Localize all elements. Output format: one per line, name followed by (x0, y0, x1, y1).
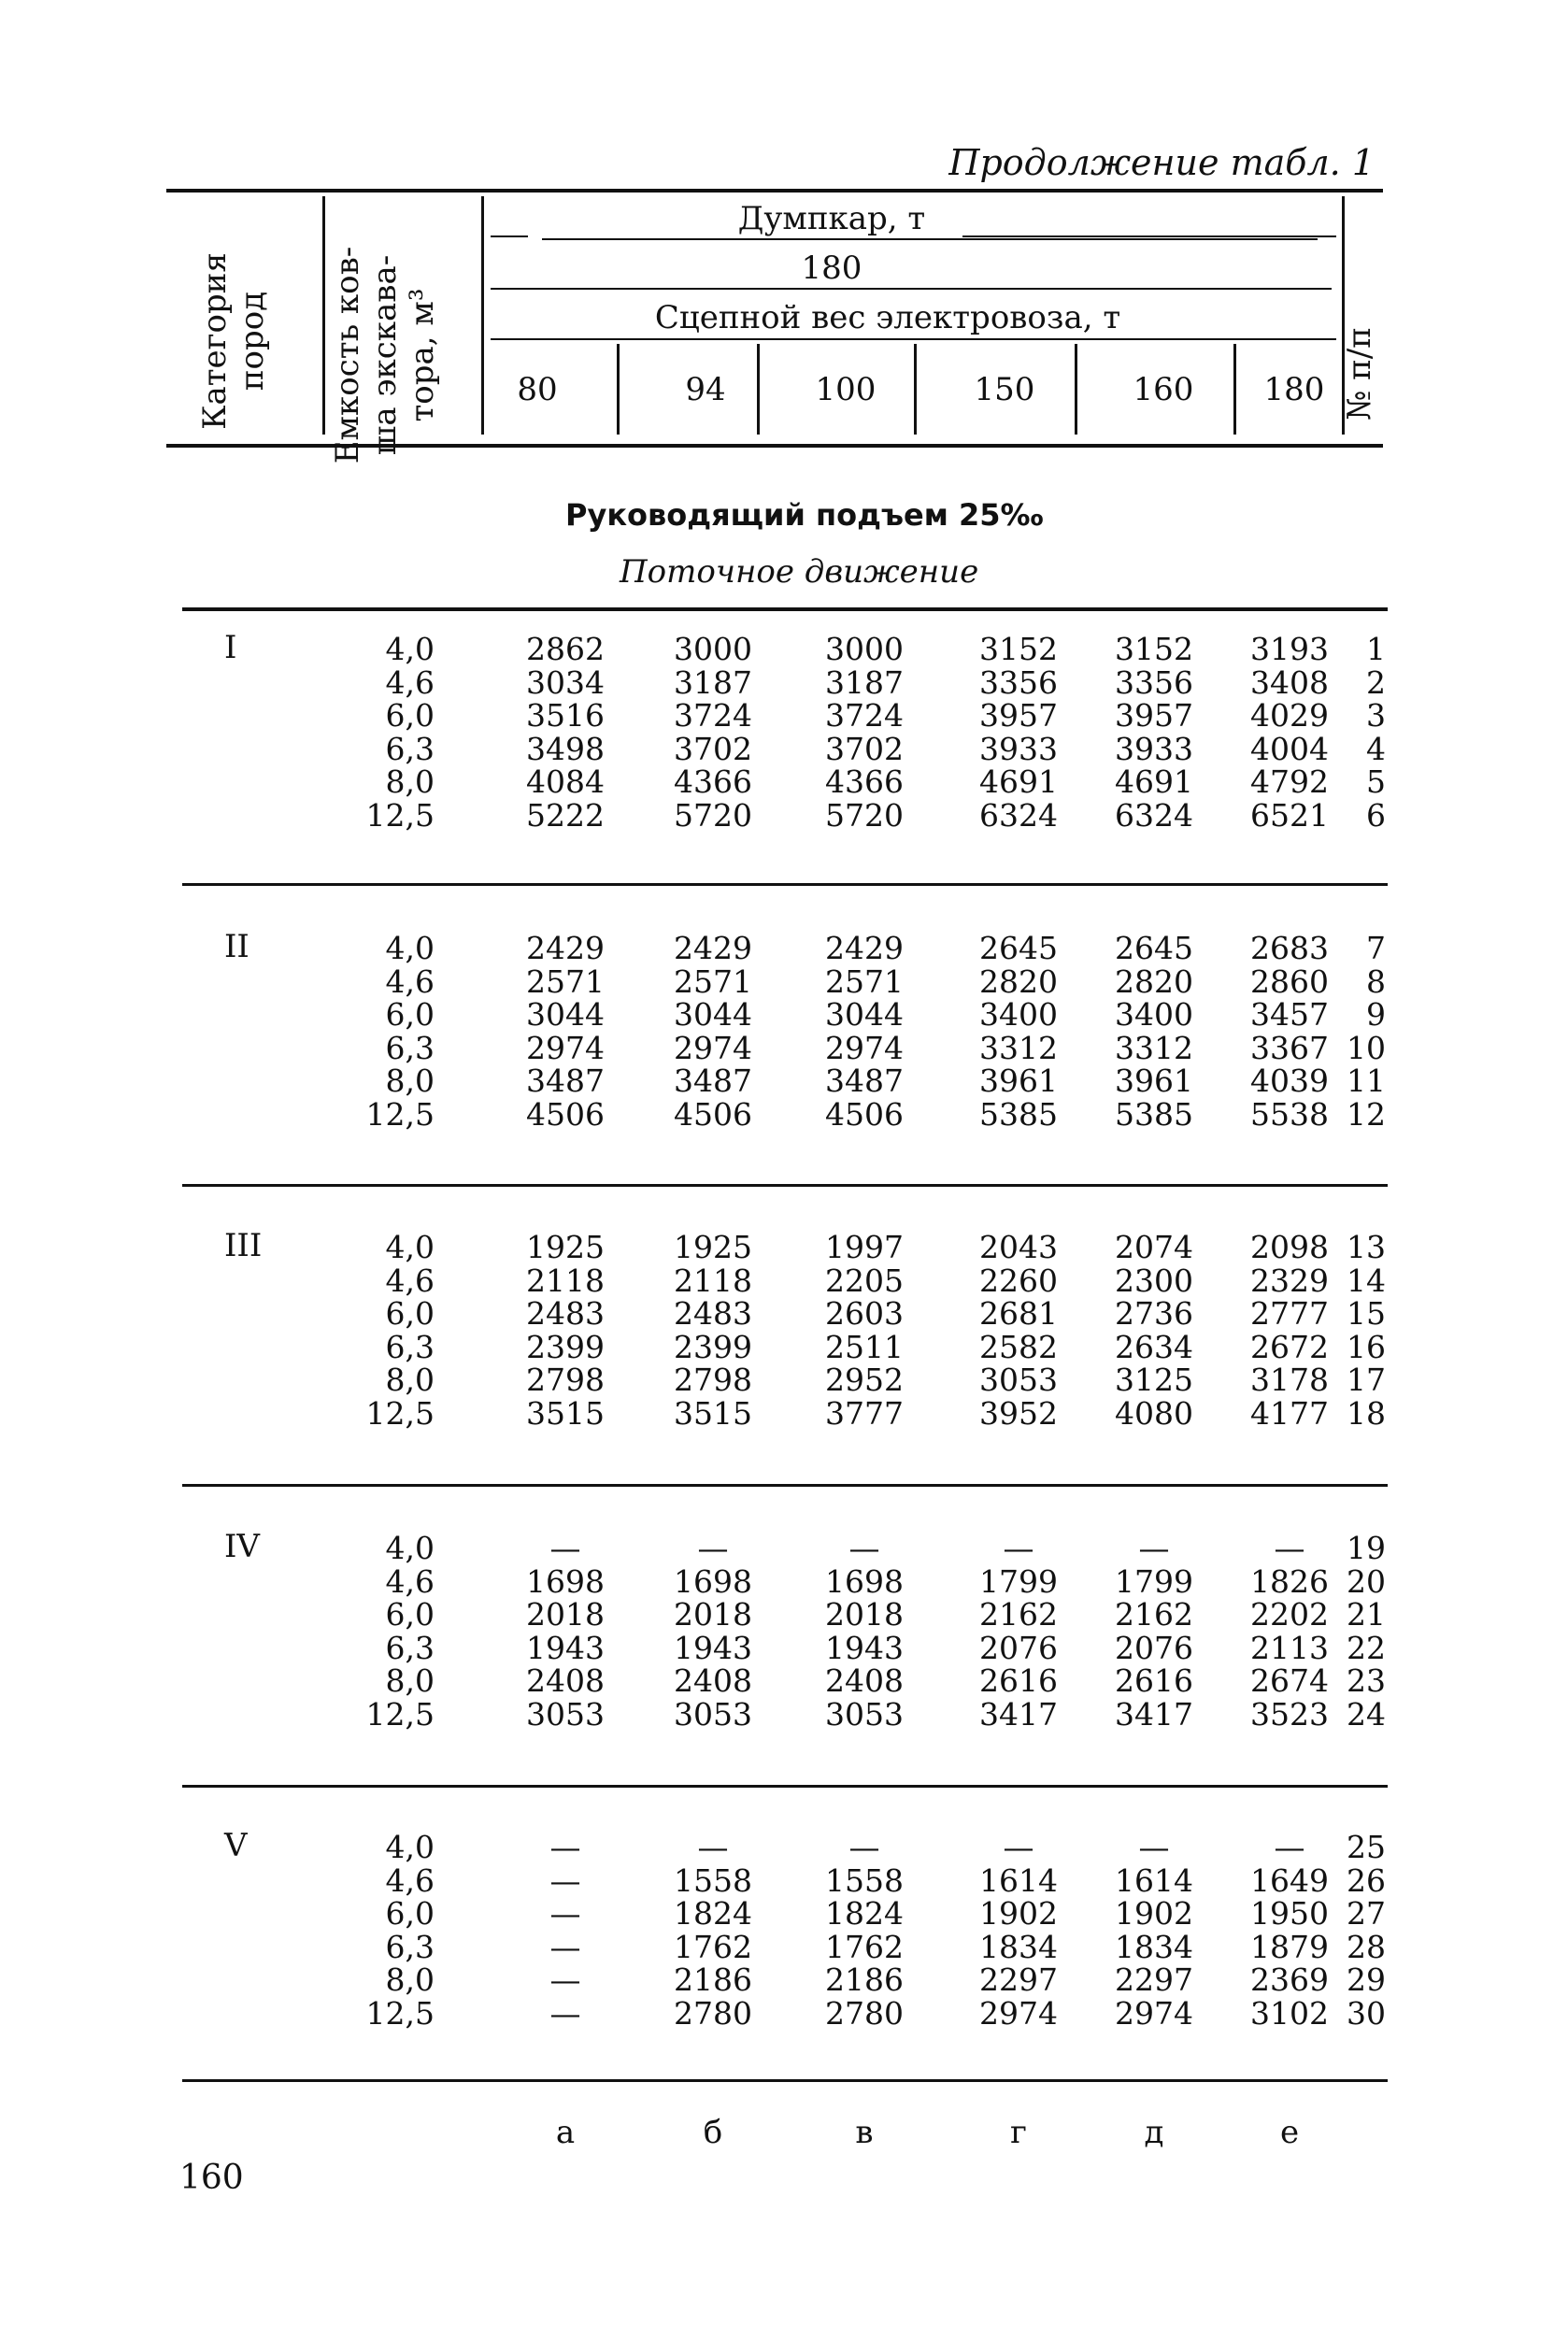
value-cell: 3152 (1115, 631, 1193, 667)
value-cell: 2162 (979, 1596, 1058, 1633)
value-cell: — (697, 1829, 729, 1865)
value-cell: 2603 (825, 1295, 904, 1333)
value-cell: 6521 (1250, 797, 1329, 834)
value-cell: 1762 (674, 1928, 752, 1965)
value-cell: 2018 (526, 1596, 605, 1633)
row-number: 13 (1347, 1229, 1386, 1265)
capacity-header-line-3: тора, м³ (404, 288, 441, 422)
value-cell: 2974 (1115, 1995, 1193, 2032)
value-cell: 2202 (1250, 1596, 1329, 1633)
value-cell: 2780 (825, 1995, 904, 2032)
value-cell: 3487 (674, 1063, 752, 1100)
column-letter: г (1010, 2114, 1027, 2151)
value-cell: — (549, 1530, 581, 1566)
value-cell: 2974 (979, 1995, 1058, 2032)
value-cell: 4004 (1250, 730, 1329, 767)
value-cell: 2571 (526, 963, 605, 1000)
value-cell: 2186 (825, 1961, 904, 1999)
row-number: 16 (1347, 1328, 1386, 1365)
value-cell: 3515 (674, 1395, 752, 1432)
value-cell: 2634 (1115, 1328, 1193, 1365)
value-cell: 1649 (1250, 1861, 1329, 1899)
value-cell: 2616 (979, 1662, 1058, 1700)
value-cell: 1614 (979, 1861, 1058, 1899)
row-number: 11 (1347, 1063, 1386, 1100)
value-cell: 3933 (979, 730, 1058, 767)
row-number: 19 (1347, 1530, 1386, 1566)
value-cell: 2672 (1250, 1328, 1329, 1365)
value-cell: 2860 (1250, 963, 1329, 1000)
value-cell: 5385 (979, 1096, 1058, 1133)
value-cell: 3724 (674, 697, 752, 735)
column-letter: а (555, 2114, 576, 2151)
value-cell: 2820 (1115, 963, 1193, 1000)
value-cell: 1834 (979, 1928, 1058, 1965)
capacity-cell: 6,3 (385, 1328, 435, 1365)
value-cell: 4792 (1250, 763, 1329, 801)
weight-80: 80 (517, 371, 558, 408)
capacity-header (329, 238, 441, 472)
value-cell: 5222 (526, 797, 605, 834)
value-cell: 1902 (1115, 1895, 1193, 1933)
capacity-header-line-1: Емкость ков- (329, 246, 366, 464)
value-cell: 3417 (979, 1696, 1058, 1733)
value-cell: 1997 (825, 1229, 904, 1265)
dumpcar-right-rule (962, 235, 1336, 237)
value-cell: 3498 (526, 730, 605, 767)
value-cell: 2952 (825, 1362, 904, 1399)
row-number: 26 (1347, 1861, 1386, 1899)
value-cell: 3053 (979, 1362, 1058, 1399)
value-cell: 2043 (979, 1229, 1058, 1265)
value-cell: 2018 (825, 1596, 904, 1633)
value-cell: 3044 (825, 996, 904, 1034)
value-cell: 3408 (1250, 663, 1329, 701)
column-letter: б (703, 2114, 723, 2151)
capacity-cell: 6,0 (385, 996, 435, 1034)
value-cell: 4366 (825, 763, 904, 801)
value-cell: 3053 (825, 1696, 904, 1733)
value-cell: 2511 (825, 1328, 904, 1365)
capacity-cell: 8,0 (385, 1961, 435, 1999)
value-cell: 3356 (1115, 663, 1193, 701)
capacity-cell: 6,3 (385, 1928, 435, 1965)
value-cell: 1558 (825, 1861, 904, 1899)
value-cell: 6324 (979, 797, 1058, 834)
value-cell: 3961 (1115, 1063, 1193, 1100)
weight-94: 94 (685, 371, 726, 408)
value-cell: 4080 (1115, 1395, 1193, 1432)
row-number: 23 (1347, 1662, 1386, 1700)
value-cell: 3125 (1115, 1362, 1193, 1399)
value-cell: 2076 (979, 1629, 1058, 1666)
value-cell: 5720 (674, 797, 752, 834)
value-cell: 3777 (825, 1395, 904, 1432)
value-cell: 2300 (1115, 1262, 1193, 1299)
value-cell: 1943 (825, 1629, 904, 1666)
row-number: 3 (1366, 697, 1386, 735)
capacity-cell: 6,0 (385, 1596, 435, 1633)
capacity-cell: 4,0 (385, 1530, 435, 1566)
weight-150: 150 (974, 371, 1035, 408)
value-cell: 2571 (674, 963, 752, 1000)
value-cell: 2074 (1115, 1229, 1193, 1265)
value-cell: 3961 (979, 1063, 1058, 1100)
capacity-cell: 6,0 (385, 697, 435, 735)
row-number: 7 (1366, 930, 1386, 966)
value-cell: — (1003, 1829, 1034, 1865)
value-cell: 3053 (674, 1696, 752, 1733)
value-cell: 2429 (674, 930, 752, 966)
group-rule (182, 1484, 1388, 1487)
value-cell: 4366 (674, 763, 752, 801)
value-cell: 4039 (1250, 1063, 1329, 1100)
category-label: II (224, 928, 249, 965)
value-cell: 1698 (674, 1562, 752, 1600)
row-number: 2 (1366, 663, 1386, 701)
row-number: 1 (1366, 631, 1386, 667)
row-number: 4 (1366, 730, 1386, 767)
capacity-cell: 6,3 (385, 1629, 435, 1666)
row-number: 9 (1366, 996, 1386, 1034)
value-cell: 2483 (526, 1295, 605, 1333)
value-cell: 1824 (825, 1895, 904, 1933)
value-cell: 1879 (1250, 1928, 1329, 1965)
row-number: 12 (1347, 1096, 1386, 1133)
value-cell: 5720 (825, 797, 904, 834)
value-cell: — (1274, 1530, 1305, 1566)
value-cell: 1824 (674, 1895, 752, 1933)
capacity-cell: 4,6 (385, 1562, 435, 1600)
value-cell: — (549, 1995, 581, 2032)
value-cell: 3417 (1115, 1696, 1193, 1733)
value-cell: 3702 (825, 730, 904, 767)
value-cell: 3400 (1115, 996, 1193, 1034)
capacity-cell: 6,0 (385, 1295, 435, 1333)
category-label: III (224, 1227, 263, 1264)
section-title: Руководящий подъем 25‰ (565, 497, 1044, 533)
value-cell: — (549, 1829, 581, 1865)
value-cell: 2429 (526, 930, 605, 966)
value-cell: — (1003, 1530, 1034, 1566)
value-cell: 1614 (1115, 1861, 1193, 1899)
value-cell: 2408 (825, 1662, 904, 1700)
value-cell: 3957 (1115, 697, 1193, 735)
value-cell: 4506 (674, 1096, 752, 1133)
row-number: 24 (1347, 1696, 1386, 1733)
value-cell: 3000 (674, 631, 752, 667)
value-cell: 2681 (979, 1295, 1058, 1333)
value-cell: 3193 (1250, 631, 1329, 667)
column-letter: д (1144, 2114, 1164, 2151)
value-cell: 1925 (674, 1229, 752, 1265)
value-cell: 3957 (979, 697, 1058, 735)
value-cell: 2616 (1115, 1662, 1193, 1700)
row-number: 27 (1347, 1895, 1386, 1933)
dumpcar-value-rule (491, 288, 1332, 290)
value-cell: 3487 (526, 1063, 605, 1100)
category-label: IV (224, 1528, 260, 1565)
category-label: V (224, 1827, 248, 1864)
row-number: 8 (1366, 963, 1386, 1000)
dumpcar-value: 180 (801, 250, 862, 287)
value-cell: 2862 (526, 631, 605, 667)
row-number: 25 (1347, 1829, 1386, 1865)
value-cell: 3152 (979, 631, 1058, 667)
value-cell: 2974 (825, 1029, 904, 1066)
value-cell: 2408 (526, 1662, 605, 1700)
value-cell: — (1274, 1829, 1305, 1865)
value-cell: 2098 (1250, 1229, 1329, 1265)
value-cell: 2205 (825, 1262, 904, 1299)
value-cell: 2974 (674, 1029, 752, 1066)
group-rule (182, 607, 1388, 611)
capacity-cell: 6,3 (385, 1029, 435, 1066)
row-number: 28 (1347, 1928, 1386, 1965)
value-cell: 6324 (1115, 797, 1193, 834)
value-cell: — (1138, 1530, 1170, 1566)
value-cell: 3933 (1115, 730, 1193, 767)
capacity-cell: 12,5 (365, 1696, 435, 1733)
header-top-rule (166, 189, 1383, 193)
value-cell: 3367 (1250, 1029, 1329, 1066)
capacity-cell: 12,5 (365, 1995, 435, 2032)
capacity-cell: 6,3 (385, 730, 435, 767)
value-cell: 5385 (1115, 1096, 1193, 1133)
value-cell: 3702 (674, 730, 752, 767)
column-letter: е (1279, 2114, 1300, 2151)
value-cell: — (549, 1928, 581, 1965)
capacity-cell: 4,0 (385, 930, 435, 966)
column-letter: в (855, 2114, 874, 2151)
row-number: 22 (1347, 1629, 1386, 1666)
capacity-cell: 4,6 (385, 1861, 435, 1899)
capacity-cell: 6,0 (385, 1895, 435, 1933)
value-cell: 3044 (526, 996, 605, 1034)
value-cell: 3102 (1250, 1995, 1329, 2032)
value-cell: 3044 (674, 996, 752, 1034)
value-cell: 4029 (1250, 697, 1329, 735)
value-cell: 5538 (1250, 1096, 1329, 1133)
row-number: 10 (1347, 1029, 1386, 1066)
value-cell: 3312 (979, 1029, 1058, 1066)
dumpcar-under-rule (542, 238, 1318, 240)
value-cell: 1799 (1115, 1562, 1193, 1600)
capacity-cell: 4,6 (385, 663, 435, 701)
page-number: 160 (179, 2159, 244, 2197)
capacity-cell: 8,0 (385, 1662, 435, 1700)
category-header: Категория пород (196, 252, 271, 430)
loco-weight-label: Сцепной вес электровоза, т (654, 299, 1121, 336)
capacity-cell: 8,0 (385, 1063, 435, 1100)
value-cell: 3312 (1115, 1029, 1193, 1066)
value-cell: 1943 (674, 1629, 752, 1666)
group-rule (182, 1184, 1388, 1187)
value-cell: 2297 (1115, 1961, 1193, 1999)
value-cell: 1925 (526, 1229, 605, 1265)
value-cell: 4691 (1115, 763, 1193, 801)
value-cell: 2645 (1115, 930, 1193, 966)
value-cell: 2582 (979, 1328, 1058, 1365)
group-rule (182, 2079, 1388, 2082)
value-cell: 3952 (979, 1395, 1058, 1432)
row-number: 6 (1366, 797, 1386, 834)
value-cell: 3178 (1250, 1362, 1329, 1399)
value-cell: 2429 (825, 930, 904, 966)
value-cell: 2399 (526, 1328, 605, 1365)
value-cell: 3053 (526, 1696, 605, 1733)
value-cell: 3000 (825, 631, 904, 667)
value-cell: 2118 (674, 1262, 752, 1299)
value-cell: 2645 (979, 930, 1058, 966)
capacity-cell: 12,5 (365, 1395, 435, 1432)
value-cell: 2118 (526, 1262, 605, 1299)
value-cell: 2674 (1250, 1662, 1329, 1700)
value-cell: 4506 (825, 1096, 904, 1133)
row-number: 5 (1366, 763, 1386, 801)
value-cell: 2780 (674, 1995, 752, 2032)
capacity-header-line-2: ша экскава- (366, 254, 404, 456)
value-cell: 3457 (1250, 996, 1329, 1034)
section-subtitle: Поточное движение (620, 553, 979, 591)
capacity-cell: 12,5 (365, 1096, 435, 1133)
row-number: 20 (1347, 1562, 1386, 1600)
value-cell: 2260 (979, 1262, 1058, 1299)
value-cell: 2974 (526, 1029, 605, 1066)
value-cell: 2076 (1115, 1629, 1193, 1666)
value-cell: 2162 (1115, 1596, 1193, 1633)
row-number: 18 (1347, 1395, 1386, 1432)
value-cell: 1834 (1115, 1928, 1193, 1965)
value-cell: 2571 (825, 963, 904, 1000)
value-cell: 3400 (979, 996, 1058, 1034)
capacity-cell: 8,0 (385, 763, 435, 801)
value-cell: 2798 (526, 1362, 605, 1399)
value-cell: 3523 (1250, 1696, 1329, 1733)
row-number: 21 (1347, 1596, 1386, 1633)
row-number: 17 (1347, 1362, 1386, 1399)
capacity-cell: 4,6 (385, 963, 435, 1000)
value-cell: — (549, 1895, 581, 1933)
value-cell: 2018 (674, 1596, 752, 1633)
value-cell: — (549, 1961, 581, 1999)
value-cell: 2113 (1250, 1629, 1329, 1666)
value-cell: 1943 (526, 1629, 605, 1666)
value-cell: 2820 (979, 963, 1058, 1000)
dumpcar-label: Думпкар, т (737, 200, 926, 237)
value-cell: 2369 (1250, 1961, 1329, 1999)
value-cell: 4506 (526, 1096, 605, 1133)
value-cell: 1826 (1250, 1562, 1329, 1600)
group-rule (182, 883, 1388, 886)
weight-180: 180 (1263, 371, 1325, 408)
value-cell: 4177 (1250, 1395, 1329, 1432)
value-cell: 3187 (825, 663, 904, 701)
loco-weight-rule (491, 338, 1336, 340)
value-cell: 4691 (979, 763, 1058, 801)
category-label: I (224, 629, 237, 666)
weight-160: 160 (1133, 371, 1194, 408)
value-cell: 2297 (979, 1961, 1058, 1999)
value-cell: 1950 (1250, 1895, 1329, 1933)
value-cell: 2408 (674, 1662, 752, 1700)
value-cell: 3515 (526, 1395, 605, 1432)
value-cell: 3516 (526, 697, 605, 735)
weight-sep-2 (757, 344, 760, 435)
value-cell: 2399 (674, 1328, 752, 1365)
value-cell: 2186 (674, 1961, 752, 1999)
value-cell: 2798 (674, 1362, 752, 1399)
value-cell: — (549, 1861, 581, 1899)
row-number: 14 (1347, 1262, 1386, 1299)
value-cell: 2329 (1250, 1262, 1329, 1299)
group-rule (182, 1785, 1388, 1788)
value-cell: — (1138, 1829, 1170, 1865)
value-cell: 1762 (825, 1928, 904, 1965)
dumpcar-left-rule (491, 235, 528, 237)
weight-sep-5 (1233, 344, 1236, 435)
value-cell: 2483 (674, 1295, 752, 1333)
value-cell: 2736 (1115, 1295, 1193, 1333)
weight-sep-4 (1075, 344, 1077, 435)
capacity-cell: 4,6 (385, 1262, 435, 1299)
capacity-cell: 12,5 (365, 797, 435, 834)
value-cell: 3724 (825, 697, 904, 735)
value-cell: 3187 (674, 663, 752, 701)
capacity-cell: 8,0 (385, 1362, 435, 1399)
capacity-cell: 4,0 (385, 1229, 435, 1265)
row-number-header: № п/п (1341, 327, 1378, 421)
value-cell: 2683 (1250, 930, 1329, 966)
value-cell: — (697, 1530, 729, 1566)
continuation-title: Продолжение табл. 1 (948, 142, 1375, 183)
value-cell: 3487 (825, 1063, 904, 1100)
row-number: 29 (1347, 1961, 1386, 1999)
capacity-cell: 4,0 (385, 1829, 435, 1865)
row-number: 30 (1347, 1995, 1386, 2032)
capacity-cell: 4,0 (385, 631, 435, 667)
row-number: 15 (1347, 1295, 1386, 1333)
value-cell: — (848, 1829, 880, 1865)
weight-sep-1 (617, 344, 620, 435)
value-cell: 1799 (979, 1562, 1058, 1600)
weight-sep-3 (914, 344, 917, 435)
value-cell: 1698 (526, 1562, 605, 1600)
value-cell: 2777 (1250, 1295, 1329, 1333)
header-sep-2 (481, 196, 484, 435)
value-cell: 1698 (825, 1562, 904, 1600)
value-cell: 1902 (979, 1895, 1058, 1933)
header-sep-1 (322, 196, 325, 435)
value-cell: 3034 (526, 663, 605, 701)
value-cell: 4084 (526, 763, 605, 801)
value-cell: — (848, 1530, 880, 1566)
value-cell: 1558 (674, 1861, 752, 1899)
weight-100: 100 (815, 371, 877, 408)
value-cell: 3356 (979, 663, 1058, 701)
